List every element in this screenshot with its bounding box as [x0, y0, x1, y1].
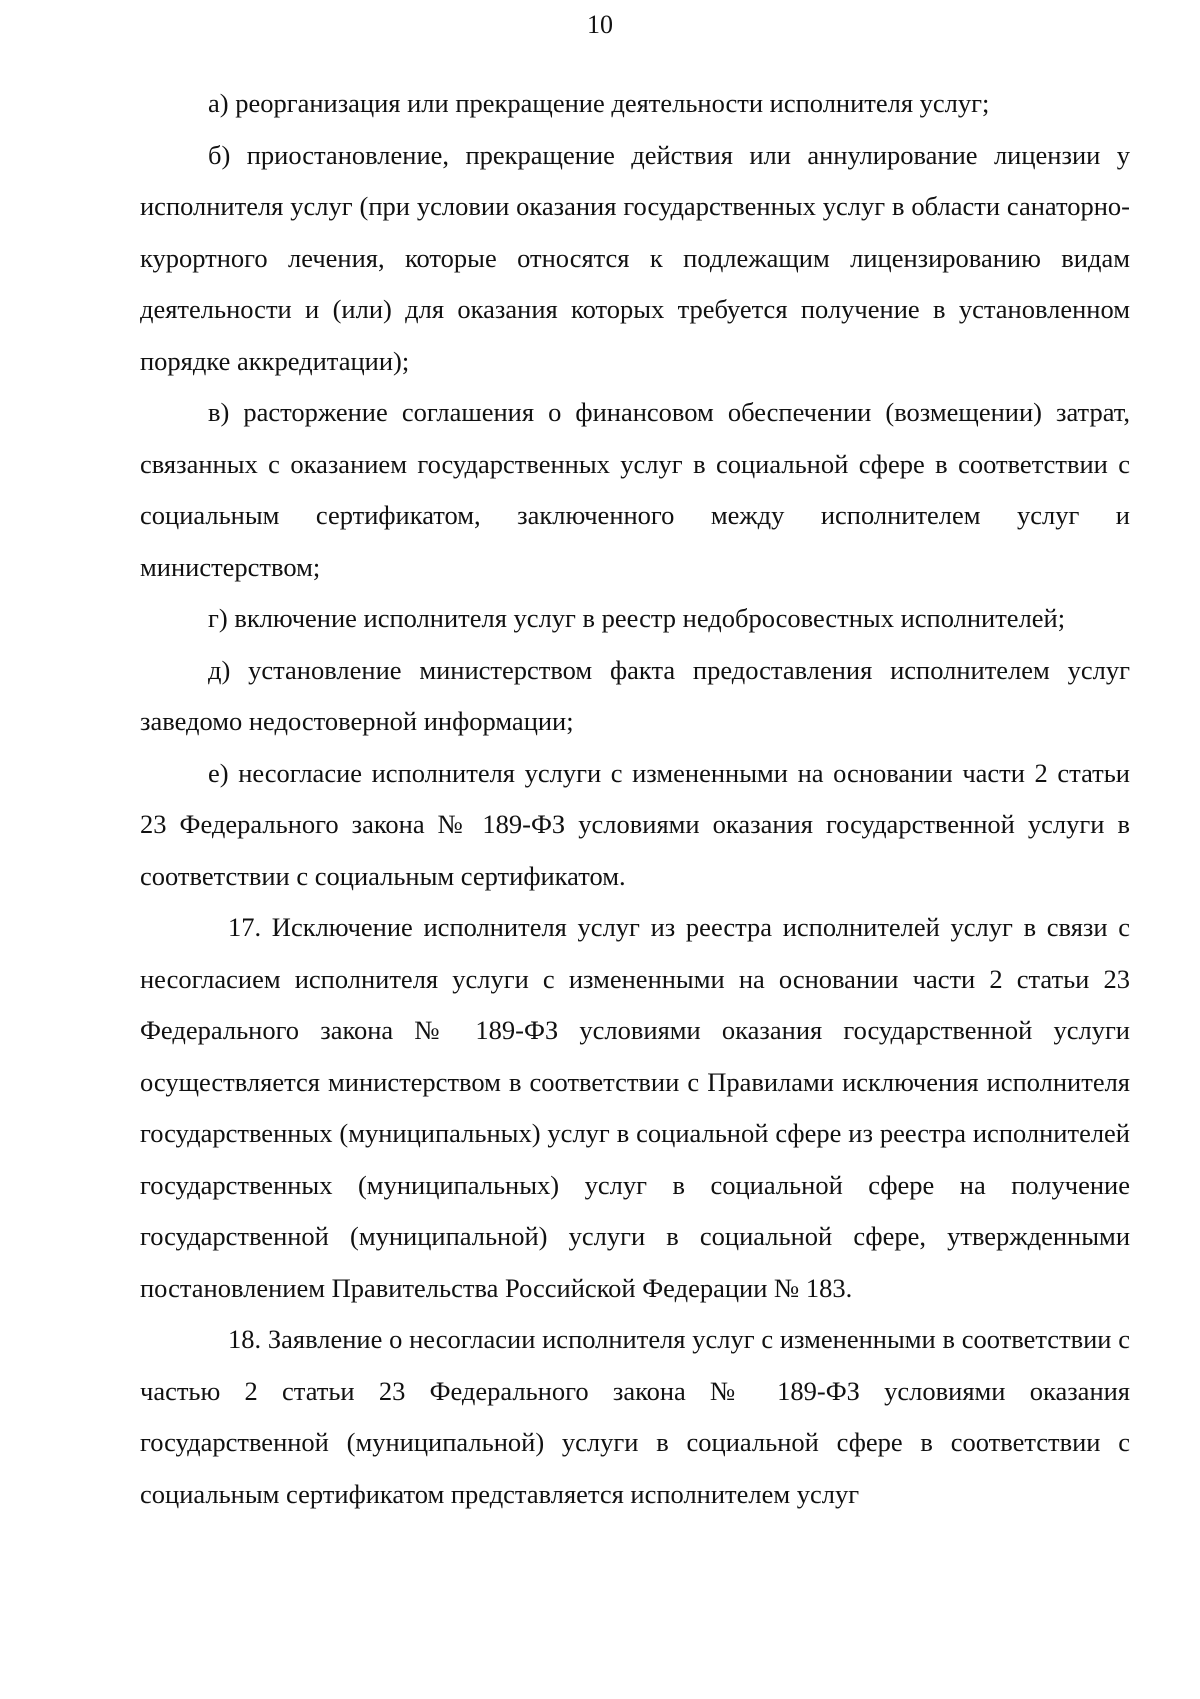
paragraph-item-g: г) включение исполнителя услуг в реестр недобросовестных исполнителей;: [208, 603, 1066, 633]
page-number: 10: [587, 10, 613, 39]
paragraph-item-v: в) расторжение соглашения о финансовом обеспечении (возмещении) затрат, связанных с оказанием государственных услуг в социальной сфере в соответствии с социальным сертификатом, заключенного между исполнителем услуг и министерством;: [140, 397, 1130, 582]
paragraph-item-a: а) реорганизация или прекращение деятельности исполнителя услуг;: [208, 88, 990, 118]
paragraph-item-e: е) несогласие исполнителя услуги с измененными на основании части 2 статьи 23 Федерального закона № 189-ФЗ условиями оказания государственной услуги в соответствии с социальным сертификатом.: [140, 757, 1130, 891]
document-body: [140, 78, 1130, 1520]
paragraph-item-d: д) установление министерством факта предоставления исполнителем услуг заведомо недостоверной информации;: [140, 654, 1130, 736]
paragraph-clause-17: 17. Исключение исполнителя услуг из реестра исполнителей услуг в связи с несогласием исполнителя услуги с измененными на основании части 2 статьи 23 Федерального закона № 189-ФЗ условиями оказания государственной услуги осуществляется министерством в соответствии с Правилами исключения исполнителя государственных (муниципальных) услуг в социальной сфере из реестра исполнителей государственных (муниципальных) услуг в социальной сфере на получение государственной (муниципальной) услуги в социальной сфере, утвержденными постановлением Правительства Российской Федерации № 183.: [140, 912, 1130, 1303]
paragraph-item-b: б) приостановление, прекращение действия или аннулирование лицензии у исполнителя услуг (при условии оказания государственных услуг в области санаторно-курортного лечения, которые относятся к подлежащим лицензированию видам деятельности и (или) для оказания которых требуется получение в установленном порядке аккредитации);: [140, 139, 1130, 376]
paragraph-clause-18: 18. Заявление о несогласии исполнителя услуг с измененными в соответствии с частью 2 статьи 23 Федерального закона № 189-ФЗ условиями оказания государственной (муниципальной) услуги в социальной сфере в соответствии с социальным сертификатом представляется исполнителем услуг: [140, 1324, 1130, 1509]
